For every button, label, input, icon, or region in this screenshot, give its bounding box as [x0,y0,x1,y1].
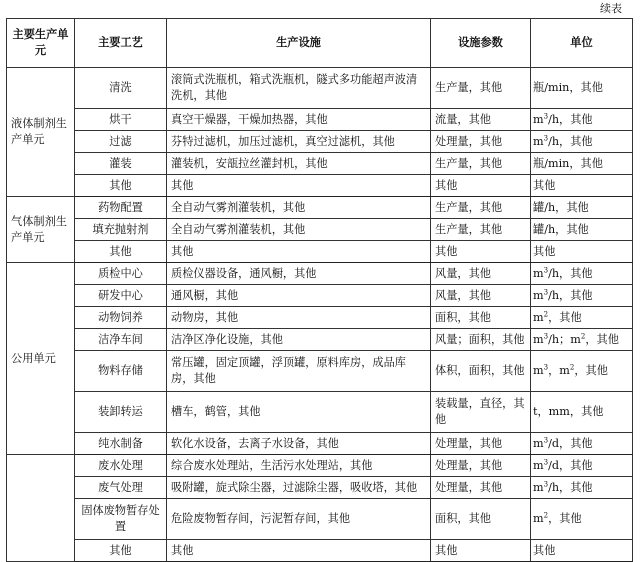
table-row [7,197,633,219]
unit-name-cell: 瓶/min，其他 [531,153,633,175]
params-cell: 生产量，其他 [431,68,531,109]
facility-cell: 槽车，鹤管，其他 [167,392,431,433]
header-params: 设施参数 [431,19,531,68]
process-cell: 质检中心 [75,263,167,285]
table-row [7,392,633,433]
facility-cell: 危险废物暂存间，污泥暂存间，其他 [167,499,431,540]
table-row [7,499,633,540]
process-cell: 清洗 [75,68,167,109]
facility-cell: 全自动气雾剂灌装机，其他 [167,219,431,241]
facility-cell: 软化水设备，去离子水设备，其他 [167,433,431,455]
facility-cell: 其他 [167,540,431,562]
unit-name-cell: $m^3/h$，其他 [531,263,633,285]
process-cell: 洁净车间 [75,329,167,351]
unit-name-cell: $m^3$，$m^2$，其他 [531,351,633,392]
facility-cell: 常压罐，固定顶罐，浮顶罐，原料库房，成品库房，其他 [167,351,431,392]
process-cell: 废水处理 [75,455,167,477]
facility-cell: 全自动气雾剂灌装机，其他 [167,197,431,219]
table-row [7,241,633,263]
params-cell: 体积，面积，其他 [431,351,531,392]
unit-name-cell: $m^3/h$，其他 [531,109,633,131]
unit-name-cell: $m^3/h$，其他 [531,131,633,153]
facility-table [6,18,633,562]
unit-name-cell: 瓶/min，其他 [531,68,633,109]
params-cell: 处理量，其他 [431,455,531,477]
process-cell: 其他 [75,540,167,562]
unit-name-cell: $m^3/d$，其他 [531,433,633,455]
params-cell: 生产量，其他 [431,197,531,219]
table-row [7,307,633,329]
params-cell: 风量；面积，其他 [431,329,531,351]
facility-cell: 芬特过滤机，加压过滤机，真空过滤机，其他 [167,131,431,153]
continued-label: 续表 [600,2,622,15]
facility-cell: 吸附罐，旋式除尘器，过滤除尘器，吸收塔，其他 [167,477,431,499]
table-row [7,131,633,153]
unit-name-cell: $m^2$，其他 [531,499,633,540]
process-cell: 动物饲养 [75,307,167,329]
process-cell: 烘干 [75,109,167,131]
facility-cell: 真空干燥器，干燥加热器，其他 [167,109,431,131]
unit-name-cell: t，mm，其他 [531,392,633,433]
params-cell: 其他 [431,175,531,197]
params-cell: 流量，其他 [431,109,531,131]
process-cell: 填充抛射剂 [75,219,167,241]
process-cell: 废气处理 [75,477,167,499]
table-row [7,433,633,455]
table-row [7,175,633,197]
header-unit: 主要生产单元 [7,19,75,68]
params-cell: 其他 [431,540,531,562]
table-row [7,455,633,477]
unit-name-cell: 其他 [531,540,633,562]
process-cell: 物料存储 [75,351,167,392]
unit-name-cell: 罐/h，其他 [531,219,633,241]
params-cell: 装载量，直径，其他 [431,392,531,433]
header-unit-name: 单位 [531,19,633,68]
params-cell: 处理量，其他 [431,477,531,499]
unit-cell: 液体制剂生产单元 [7,68,75,197]
unit-name-cell: $m^3/h$；$m^2$，其他 [531,329,633,351]
unit-name-cell: $m^3/d$，其他 [531,455,633,477]
process-cell: 过滤 [75,131,167,153]
params-cell: 处理量，其他 [431,433,531,455]
table-row [7,263,633,285]
unit-name-cell: 罐/h，其他 [531,197,633,219]
params-cell: 其他 [431,241,531,263]
table-row [7,477,633,499]
facility-cell: 其他 [167,241,431,263]
facility-cell: 通风橱，其他 [167,285,431,307]
unit-name-cell: $m^2$，其他 [531,307,633,329]
header-row [7,19,633,68]
table-row [7,351,633,392]
unit-name-cell: 其他 [531,175,633,197]
process-cell: 灌装 [75,153,167,175]
params-cell: 生产量，其他 [431,219,531,241]
unit-cell [7,455,75,562]
process-cell: 纯水制备 [75,433,167,455]
unit-name-cell: $m^3/h$，其他 [531,285,633,307]
unit-cell: 气体制剂生产单元 [7,197,75,263]
process-cell: 装卸转运 [75,392,167,433]
params-cell: 风量，其他 [431,263,531,285]
process-cell: 药物配置 [75,197,167,219]
unit-cell: 公用单元 [7,263,75,455]
facility-cell: 滚筒式洗瓶机，箱式洗瓶机，隧式多功能超声波清洗机，其他 [167,68,431,109]
header-facility: 生产设施 [167,19,431,68]
header-process: 主要工艺 [75,19,167,68]
process-cell: 研发中心 [75,285,167,307]
table-row [7,109,633,131]
params-cell: 面积，其他 [431,307,531,329]
params-cell: 生产量，其他 [431,153,531,175]
unit-name-cell: $m^3/h$，其他 [531,477,633,499]
facility-cell: 动物房，其他 [167,307,431,329]
table-row [7,540,633,562]
facility-cell: 综合废水处理站，生活污水处理站，其他 [167,455,431,477]
table-row [7,68,633,109]
params-cell: 处理量，其他 [431,131,531,153]
facility-cell: 洁净区净化设施，其他 [167,329,431,351]
facility-cell: 灌装机，安瓿拉丝灌封机，其他 [167,153,431,175]
unit-name-cell: 其他 [531,241,633,263]
table-row [7,285,633,307]
table-row [7,219,633,241]
process-cell: 固体废物暂存处置 [75,499,167,540]
facility-cell: 其他 [167,175,431,197]
process-cell: 其他 [75,175,167,197]
facility-cell: 质检仪器设备，通风橱，其他 [167,263,431,285]
params-cell: 风量，其他 [431,285,531,307]
table-row [7,329,633,351]
table-row [7,153,633,175]
process-cell: 其他 [75,241,167,263]
params-cell: 面积，其他 [431,499,531,540]
